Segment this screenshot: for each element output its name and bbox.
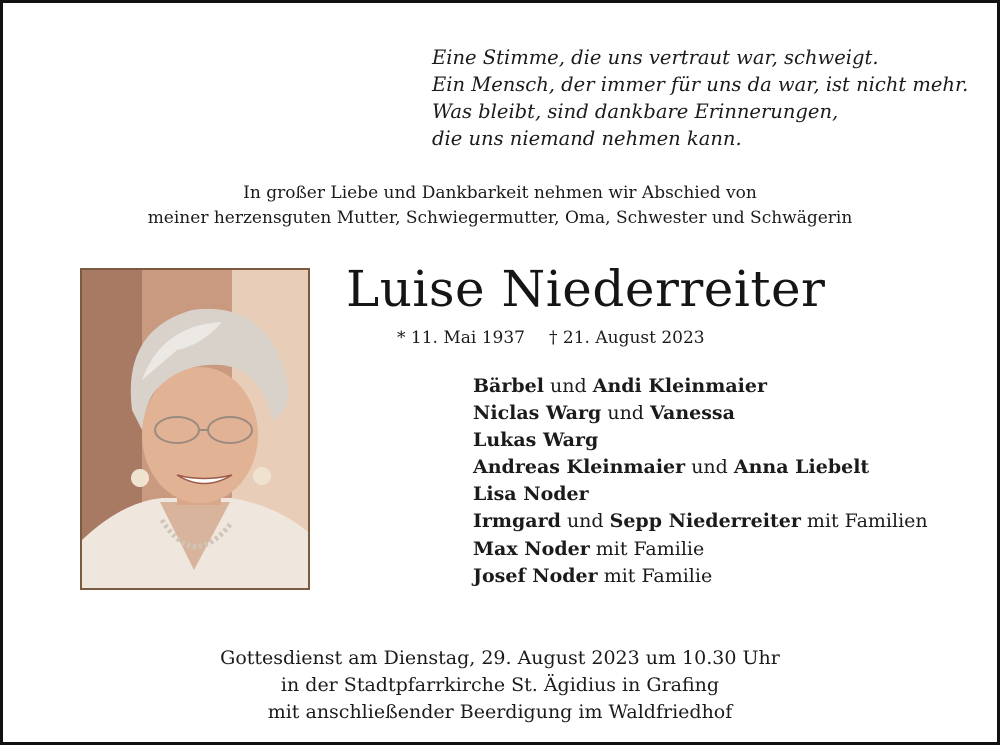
memorial-poem [432, 44, 968, 152]
mourner-line [473, 536, 928, 563]
mourner-name: Max Noder [473, 537, 590, 560]
mourner-connector: mit Familie [597, 564, 713, 587]
mourner-name: Bärbel [473, 375, 544, 397]
mourner-name: Sepp Niederreiter [609, 510, 801, 533]
intro-line: meiner herzensguten Mutter, Schwiegermutter, Oma, Schwester und Schwägerin [147, 208, 853, 228]
mourner-line [473, 427, 928, 454]
mourner-connector: und [560, 510, 610, 533]
life-dates [397, 326, 705, 350]
mourner-line [473, 454, 928, 481]
mourner-line [473, 508, 928, 535]
mourner-line [473, 400, 928, 427]
service-line: mit anschließender Beerdigung im Waldfriedhof [267, 701, 733, 723]
poem-line: Eine Stimme, die uns vertraut war, schweigt. [432, 46, 879, 69]
mourner-connector: mit Familien [800, 510, 928, 533]
portrait-photo [80, 268, 310, 590]
mourner-name: Andi Kleinmaier [592, 375, 767, 397]
mourner-name: Andreas Kleinmaier [473, 456, 686, 479]
mourner-name: Josef Noder [473, 564, 598, 587]
mourner-name: Irmgard [473, 510, 561, 533]
poem-line: die uns niemand nehmen kann. [432, 127, 742, 150]
death-date: † 21. August 2023 [549, 328, 705, 348]
mourner-line [473, 481, 928, 508]
mourner-connector: mit Familie [589, 537, 705, 560]
service-line: in der Stadtpfarrkirche St. Ägidius in Grafing [280, 674, 720, 696]
mourner-name: Lisa Noder [473, 483, 589, 506]
mourner-connector: und [685, 456, 734, 479]
mourners-list [473, 373, 928, 590]
service-line: Gottesdienst am Dienstag, 29. August 2023 um 10.30 Uhr [220, 647, 780, 669]
intro-line: In großer Liebe und Dankbarkeit nehmen wir Abschied von [243, 183, 757, 203]
deceased-name: Luise Niederreiter [346, 260, 826, 318]
birth-date: * 11. Mai 1937 [397, 328, 525, 348]
mourner-line [473, 563, 928, 590]
mourner-connector: und [543, 375, 593, 397]
mourner-name: Niclas Warg [473, 402, 602, 425]
poem-line: Ein Mensch, der immer für uns da war, ist nicht mehr. [432, 73, 969, 96]
mourner-line [473, 373, 928, 400]
mourner-connector: und [601, 402, 651, 425]
farewell-intro [0, 181, 1000, 231]
mourner-name: Lukas Warg [473, 429, 599, 452]
mourner-name: Vanessa [650, 402, 735, 425]
poem-line: Was bleibt, sind dankbare Erinnerungen, [432, 100, 839, 123]
mourner-name: Anna Liebelt [733, 456, 870, 479]
funeral-service-info [0, 645, 1000, 726]
portrait-illustration [82, 270, 308, 588]
